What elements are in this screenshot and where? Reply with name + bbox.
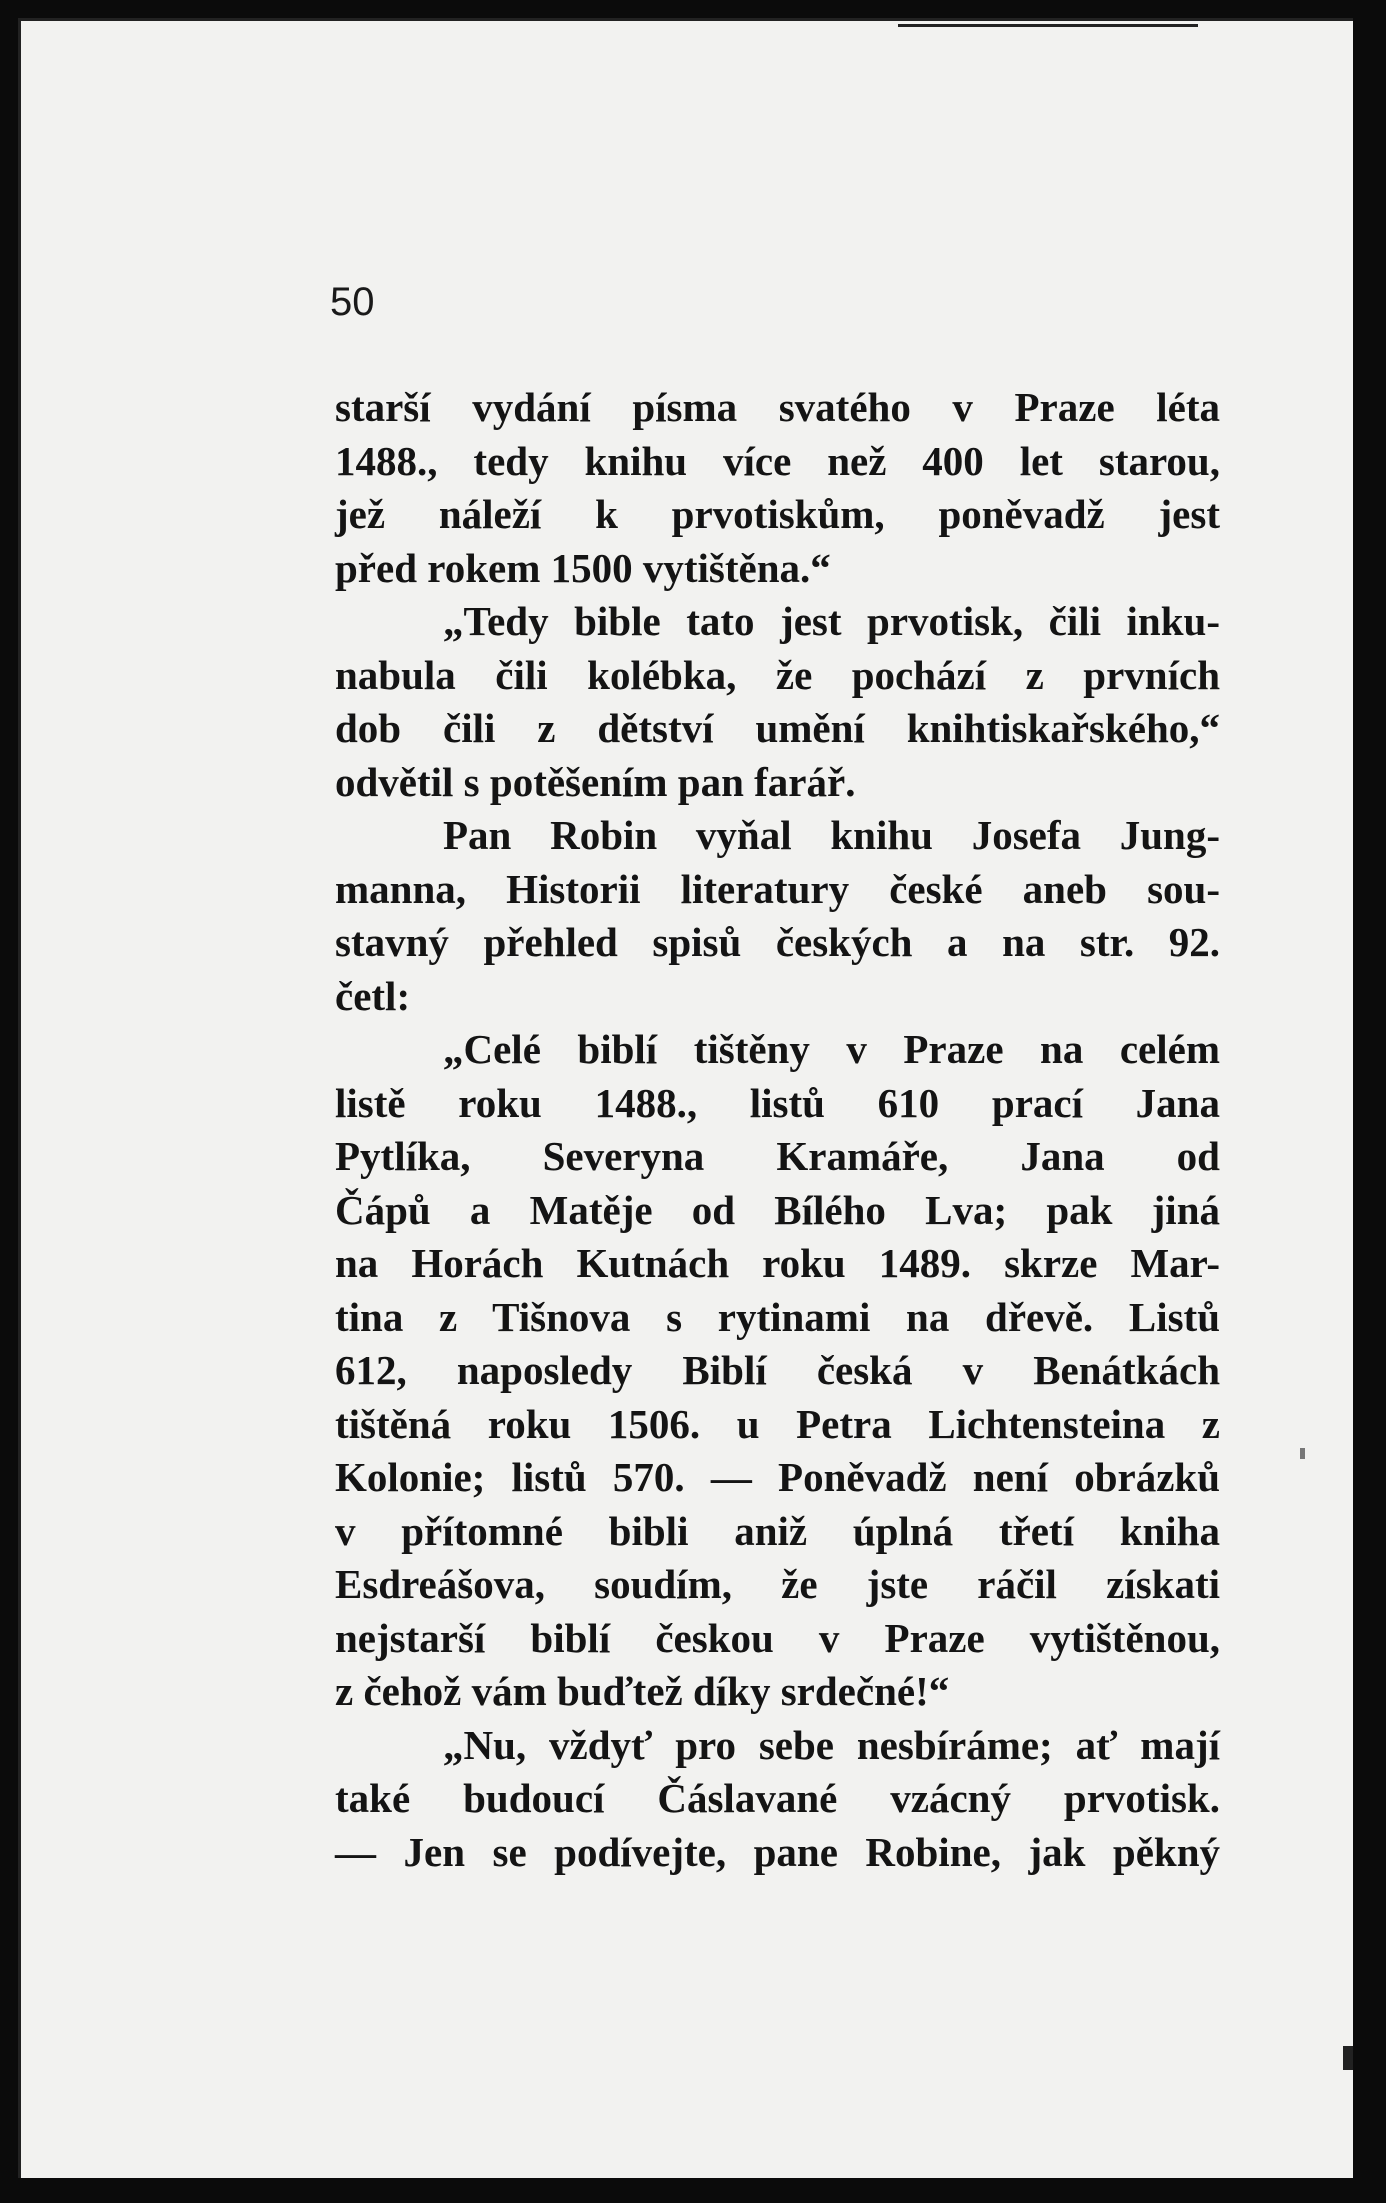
text-line: dob čili z dětství umění knihtiskařského,“ bbox=[335, 705, 1220, 751]
text-line: Kolonie; listů 570. — Poněvadž není obrázků bbox=[335, 1454, 1220, 1500]
text-line: 1488., tedy knihu více než 400 let starou, bbox=[335, 437, 1220, 484]
text-line: odvětil s potěšením pan farář. bbox=[335, 758, 856, 805]
text-line: nabula čili kolébka, že pochází z prvních bbox=[335, 651, 1220, 698]
text-line: tištěná roku 1506. u Petra Lichtensteina z bbox=[335, 1400, 1220, 1447]
speck-mark bbox=[1300, 1448, 1305, 1459]
text-line: nejstarší biblí českou v Praze vytištěnou, bbox=[335, 1614, 1220, 1661]
page-number: 50 bbox=[330, 280, 375, 324]
top-border-rule bbox=[18, 18, 1353, 21]
text-line: Pan Robin vyňal knihu Josefa Jung- bbox=[443, 812, 1220, 858]
text-line: listě roku 1488., listů 610 prací Jana bbox=[335, 1079, 1220, 1126]
text-line: v přítomné bibli aniž úplná třetí kniha bbox=[335, 1507, 1220, 1554]
text-line: jež náleží k prvotiskům, poněvadž jest bbox=[335, 491, 1220, 537]
text-line: před rokem 1500 vytištěna.“ bbox=[335, 544, 831, 591]
text-line: četl: bbox=[335, 972, 411, 1019]
edge-print-mark bbox=[1343, 2046, 1353, 2070]
text-line: Čápů a Matěje od Bílého Lva; pak jiná bbox=[335, 1186, 1220, 1233]
text-line: — Jen se podívejte, pane Robine, jak pěkný bbox=[335, 1828, 1220, 1875]
text-line: „Tedy bible tato jest prvotisk, čili inku- bbox=[443, 598, 1220, 644]
text-line: na Horách Kutnách roku 1489. skrze Mar- bbox=[335, 1240, 1220, 1286]
text-line: také budoucí Čáslavané vzácný prvotisk. bbox=[335, 1775, 1220, 1821]
top-right-print-mark bbox=[898, 24, 1198, 27]
text-line: z čehož vám buďtež díky srdečné!“ bbox=[335, 1668, 950, 1714]
text-line: Pytlíka, Severyna Kramáře, Jana od bbox=[335, 1133, 1220, 1179]
text-line: manna, Historii literatury české aneb sou- bbox=[335, 865, 1220, 912]
text-line: Esdreášova, soudím, že jste ráčil získati bbox=[335, 1561, 1220, 1607]
text-line: „Celé biblí tištěny v Praze na celém bbox=[443, 1026, 1220, 1072]
body-text bbox=[335, 381, 1220, 1879]
text-line: 612, naposledy Biblí česká v Benátkách bbox=[335, 1347, 1220, 1393]
text-line: „Nu, vždyť pro sebe nesbíráme; ať mají bbox=[443, 1721, 1220, 1768]
text-line: starší vydání písma svatého v Praze léta bbox=[335, 384, 1220, 430]
book-page bbox=[18, 18, 1353, 2178]
text-line: tina z Tišnova s rytinami na dřevě. Listů bbox=[335, 1293, 1220, 1340]
left-border-rule bbox=[18, 18, 21, 2178]
text-line: stavný přehled spisů českých a na str. 92. bbox=[335, 919, 1220, 965]
